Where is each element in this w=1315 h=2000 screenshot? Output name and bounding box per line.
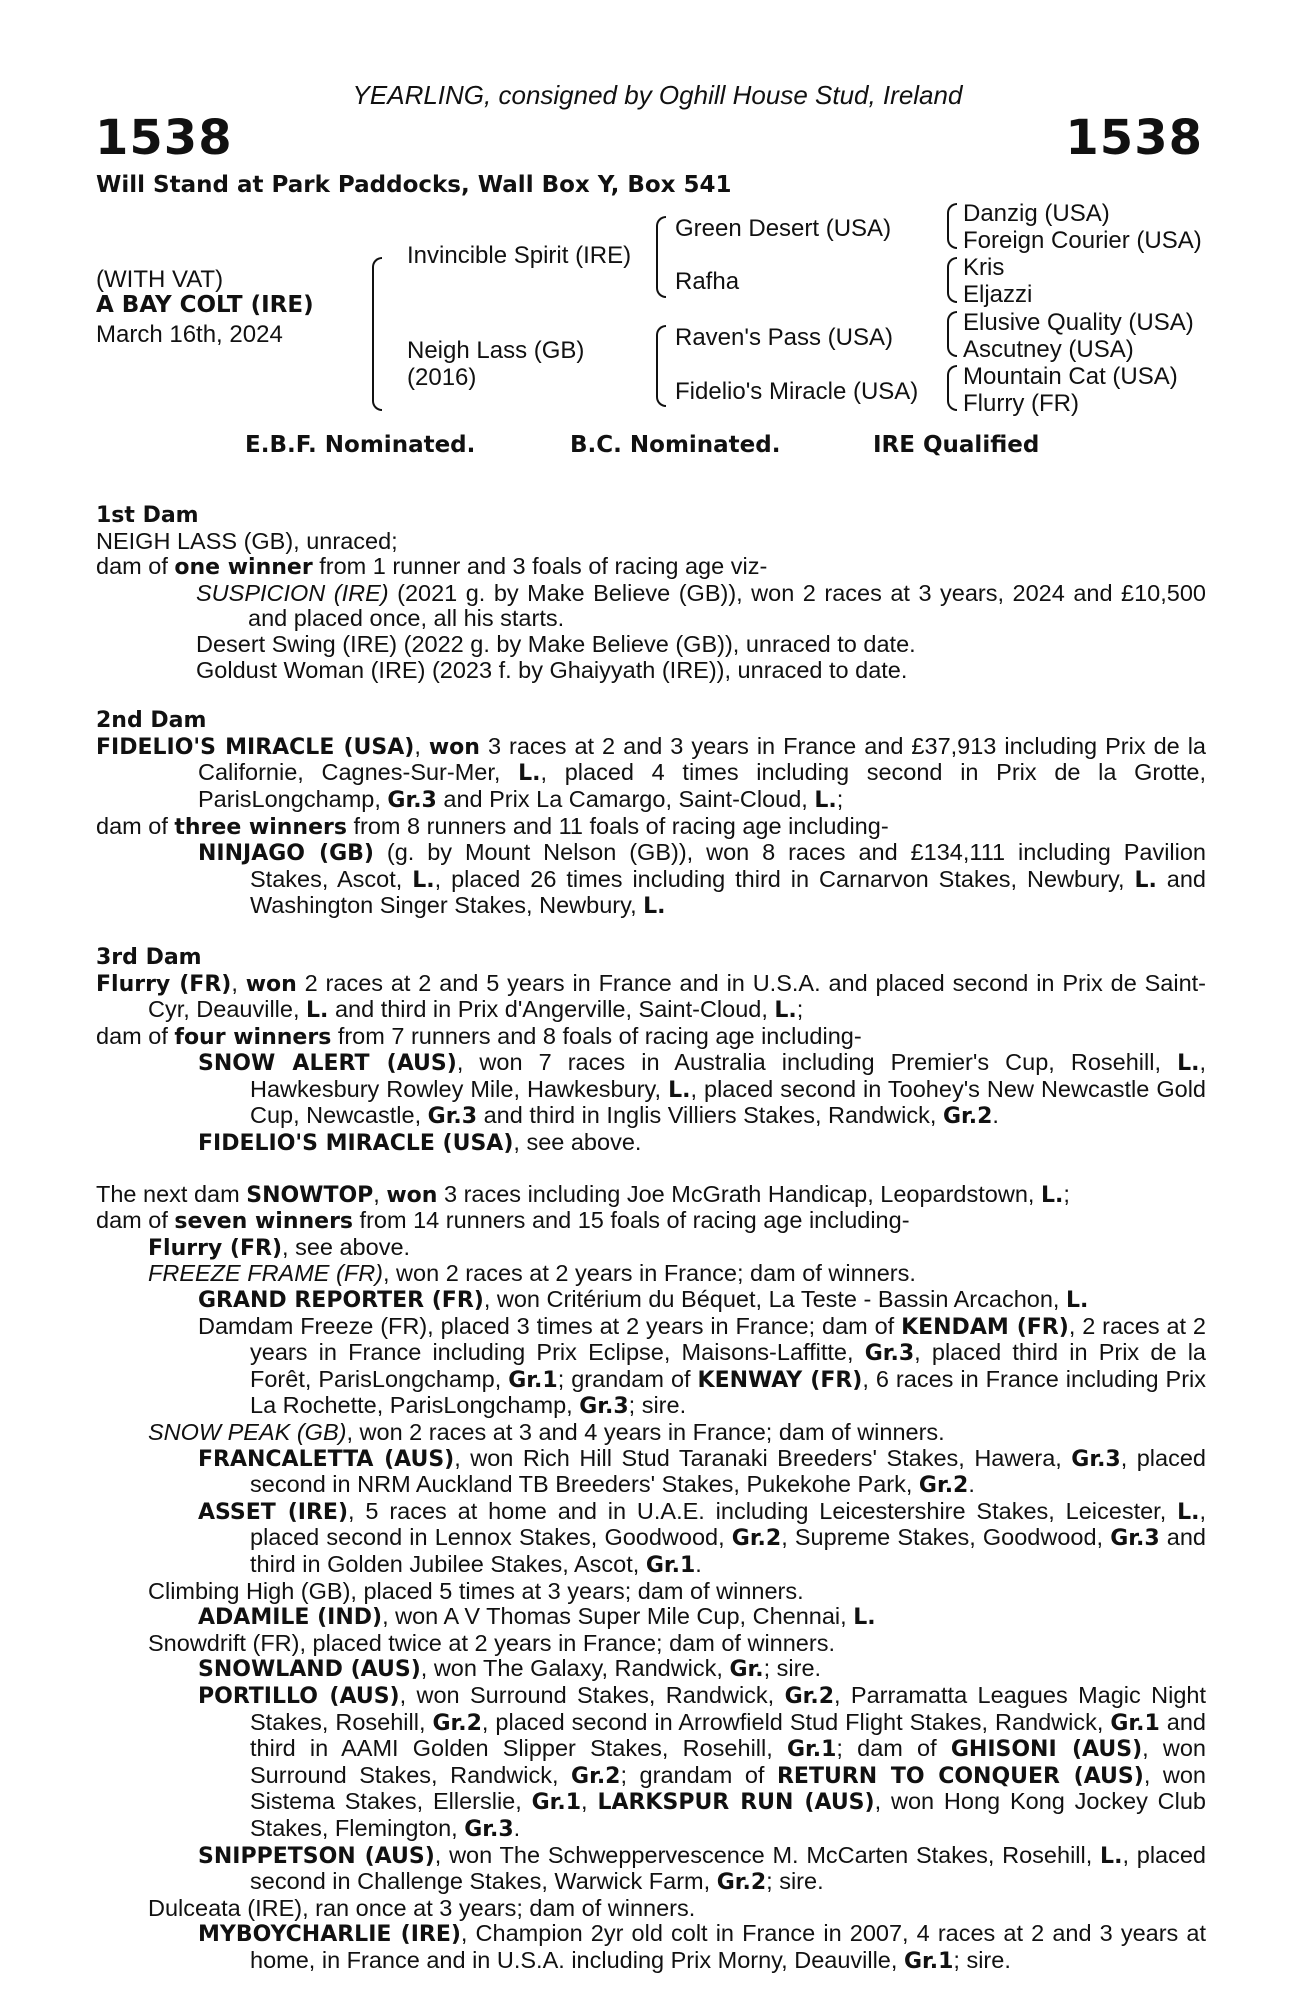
- pedigree-g3-5: Elusive Quality (USA): [963, 309, 1194, 336]
- pedigree-brace-g3-2: [947, 257, 957, 303]
- produce-entry: Desert Swing (IRE) (2022 g. by Make Believe (GB)), unraced to date.: [196, 630, 916, 657]
- lot-number-right: 1538: [1065, 110, 1203, 166]
- pedigree-g3-7: Mountain Cat (USA): [963, 363, 1178, 390]
- pedigree-brace-dam: [656, 325, 666, 407]
- pedigree-dam-dam: Fidelio's Miracle (USA): [675, 378, 919, 405]
- next-dam-line: The next dam SNOWTOP, won 3 races including Joe McGrath Handicap, Leopardstown, L.;: [96, 1180, 1070, 1208]
- produce-entry: NINJAGO (GB) (g. by Mount Nelson (GB)), won 8 races and £134,111 including Pavilion Stakes, Ascot, L., placed 26 times including third in Carnarvon Stakes, Newbury, L. and Washington Singer Stakes, Newbury, L.: [198, 839, 1206, 920]
- third-dam-line: Flurry (FR), won 2 races at 2 and 5 years in France and in U.S.A. and placed second in Prix de Saint-Cyr, Deauville, L. and third in Prix d'Angerville, Saint-Cloud, L.;: [96, 969, 1206, 1024]
- consignor-line: YEARLING, consigned by Oghill House Stud, Ireland: [352, 80, 963, 110]
- ire-qualified: IRE Qualified: [873, 432, 1040, 458]
- first-dam-produce-summary: dam of one winner from 1 runner and 3 foals of racing age viz-: [96, 553, 768, 581]
- bc-nomination: B.C. Nominated.: [570, 432, 781, 458]
- pedigree-brace-g3-1: [947, 203, 957, 249]
- pedigree-g3-2: Foreign Courier (USA): [963, 227, 1202, 254]
- grand-produce-entry: PORTILLO (AUS), won Surround Stakes, Randwick, Gr.2, Parramatta Leagues Magic Night Stakes, Rosehill, Gr.2, placed second in Arrowfield Stud Flight Stakes, Randwick, Gr.1 and third in AAMI Golden Slipper Stakes, Rosehill, Gr.1; dam of GHISONI (AUS), won Surround Stakes, Randwick, Gr.2; grandam of RETURN TO CONQUER (AUS), won Sistema Stakes, Ellerslie, Gr.1, LARKSPUR RUN (AUS), won Hong Kong Jockey Club Stakes, Flemington, Gr.3.: [198, 1681, 1207, 1842]
- pedigree-brace-g3-4: [947, 365, 957, 411]
- produce-entry: Snowdrift (FR), placed twice at 2 years in France; dam of winners.: [148, 1629, 835, 1656]
- produce-entry: SUSPICION (IRE) (2021 g. by Make Believe (GB)), won 2 races at 3 years, 2024 and £10,500 and placed once, all his starts.: [196, 579, 1206, 632]
- horse-name: A BAY COLT (IRE): [96, 292, 314, 318]
- pedigree-sire-sire: Green Desert (USA): [675, 215, 892, 242]
- first-dam-heading: 1st Dam: [96, 503, 199, 528]
- pedigree-sire-dam: Rafha: [675, 268, 740, 295]
- pedigree-brace-g3-3: [947, 311, 957, 357]
- produce-entry: FREEZE FRAME (FR), won 2 races at 2 years in France; dam of winners.: [148, 1260, 916, 1287]
- vat-note: (WITH VAT): [96, 266, 224, 293]
- grand-produce-entry: FRANCALETTA (AUS), won Rich Hill Stud Taranaki Breeders' Stakes, Hawera, Gr.3, placed second in NRM Auckland TB Breeders' Stakes, Pukekohe Park, Gr.2.: [198, 1444, 1206, 1499]
- grand-produce-entry: SNOWLAND (AUS), won The Galaxy, Randwick, Gr.; sire.: [198, 1655, 822, 1683]
- produce-entry: Goldust Woman (IRE) (2023 f. by Ghaiyyath (IRE)), unraced to date.: [196, 656, 908, 683]
- grand-produce-entry: ASSET (IRE), 5 races at home and in U.A.E. including Leicestershire Stakes, Leicester, L., placed second in Lennox Stakes, Goodwood, Gr.2, Supreme Stakes, Goodwood, Gr.3 and third in Golden Jubilee Stakes, Ascot, Gr.1.: [198, 1497, 1206, 1578]
- pedigree-dam: Neigh Lass (GB): [407, 337, 585, 364]
- third-dam-heading: 3rd Dam: [96, 944, 202, 970]
- horse-dob: March 16th, 2024: [96, 321, 283, 348]
- second-dam-produce-summary: dam of three winners from 8 runners and 11 foals of racing age including-: [96, 812, 889, 840]
- produce-entry: Flurry (FR), see above.: [148, 1233, 411, 1261]
- pedigree-g3-1: Danzig (USA): [963, 200, 1110, 227]
- ebf-nomination: E.B.F. Nominated.: [245, 432, 476, 458]
- second-dam-heading: 2nd Dam: [96, 708, 207, 734]
- grand-produce-entry: MYBOYCHARLIE (IRE), Champion 2yr old colt in France in 2007, 4 races at 2 and 3 years at home, in France and in U.S.A. including Prix Morny, Deauville, Gr.1; sire.: [198, 1920, 1206, 1974]
- produce-entry: SNOW ALERT (AUS), won 7 races in Australia including Premier's Cup, Rosehill, L., Hawkesbury Rowley Mile, Hawkesbury, L., placed second in Toohey's New Newcastle Gold Cup, Newcastle, Gr.3 and third in Inglis Villiers Stakes, Randwick, Gr.2.: [198, 1049, 1206, 1130]
- produce-entry: FIDELIO'S MIRACLE (USA), see above.: [198, 1129, 642, 1157]
- grand-produce-entry: ADAMILE (IND), won A V Thomas Super Mile Cup, Chennai, L.: [198, 1603, 876, 1631]
- catalogue-text: [96, 478, 1206, 1974]
- pedigree-g3-6: Ascutney (USA): [963, 336, 1134, 363]
- second-dam-line: FIDELIO'S MIRACLE (USA), won 3 races at 2 and 3 years in France and £37,913 including Prix de la Californie, Cagnes-Sur-Mer, L., placed 4 times including second in Prix de la Grotte, ParisLongchamp, Gr.3 and Prix La Camargo, Saint-Cloud, L.;: [96, 732, 1206, 813]
- pedigree-g3-8: Flurry (FR): [963, 390, 1079, 417]
- produce-entry: Climbing High (GB), placed 5 times at 3 years; dam of winners.: [148, 1577, 804, 1604]
- pedigree-brace-sire: [656, 216, 666, 298]
- lot-number-left: 1538: [95, 110, 233, 166]
- pedigree-g3-3: Kris: [963, 254, 1005, 281]
- pedigree-dam-year: (2016): [407, 364, 477, 391]
- next-dam-produce-summary: dam of seven winners from 14 runners and 15 foals of racing age including-: [96, 1207, 910, 1235]
- grand-produce-entry: GRAND REPORTER (FR), won Critérium du Béquet, La Teste - Bassin Arcachon, L.: [198, 1286, 1089, 1314]
- pedigree-dam-sire: Raven's Pass (USA): [675, 324, 893, 351]
- first-dam-line: NEIGH LASS (GB), unraced;: [96, 527, 398, 554]
- pedigree-g3-4: Eljazzi: [963, 281, 1033, 308]
- pedigree-sire: Invincible Spirit (IRE): [407, 242, 632, 269]
- pedigree-brace-main: [372, 257, 382, 411]
- stand-location: Will Stand at Park Paddocks, Wall Box Y, Box 541: [96, 172, 732, 198]
- produce-entry: Dulceata (IRE), ran once at 3 years; dam of winners.: [148, 1894, 696, 1921]
- grand-produce-entry: Damdam Freeze (FR), placed 3 times at 2 years in France; dam of KENDAM (FR), 2 races at 2 years in France including Prix Eclipse, Maisons-Laffitte, Gr.3, placed third in Prix de la Forêt, ParisLongchamp, Gr.1; grandam of KENWAY (FR), 6 races in France including Prix La Rochette, ParisLongchamp, Gr.3; sire.: [198, 1312, 1207, 1420]
- produce-entry: SNOW PEAK (GB), won 2 races at 3 and 4 years in France; dam of winners.: [148, 1419, 945, 1445]
- grand-produce-entry: SNIPPETSON (AUS), won The Schweppervescence M. McCarten Stakes, Rosehill, L., placed second in Challenge Stakes, Warwick Farm, Gr.2; sire.: [198, 1841, 1206, 1896]
- third-dam-produce-summary: dam of four winners from 7 runners and 8 foals of racing age including-: [96, 1022, 862, 1050]
